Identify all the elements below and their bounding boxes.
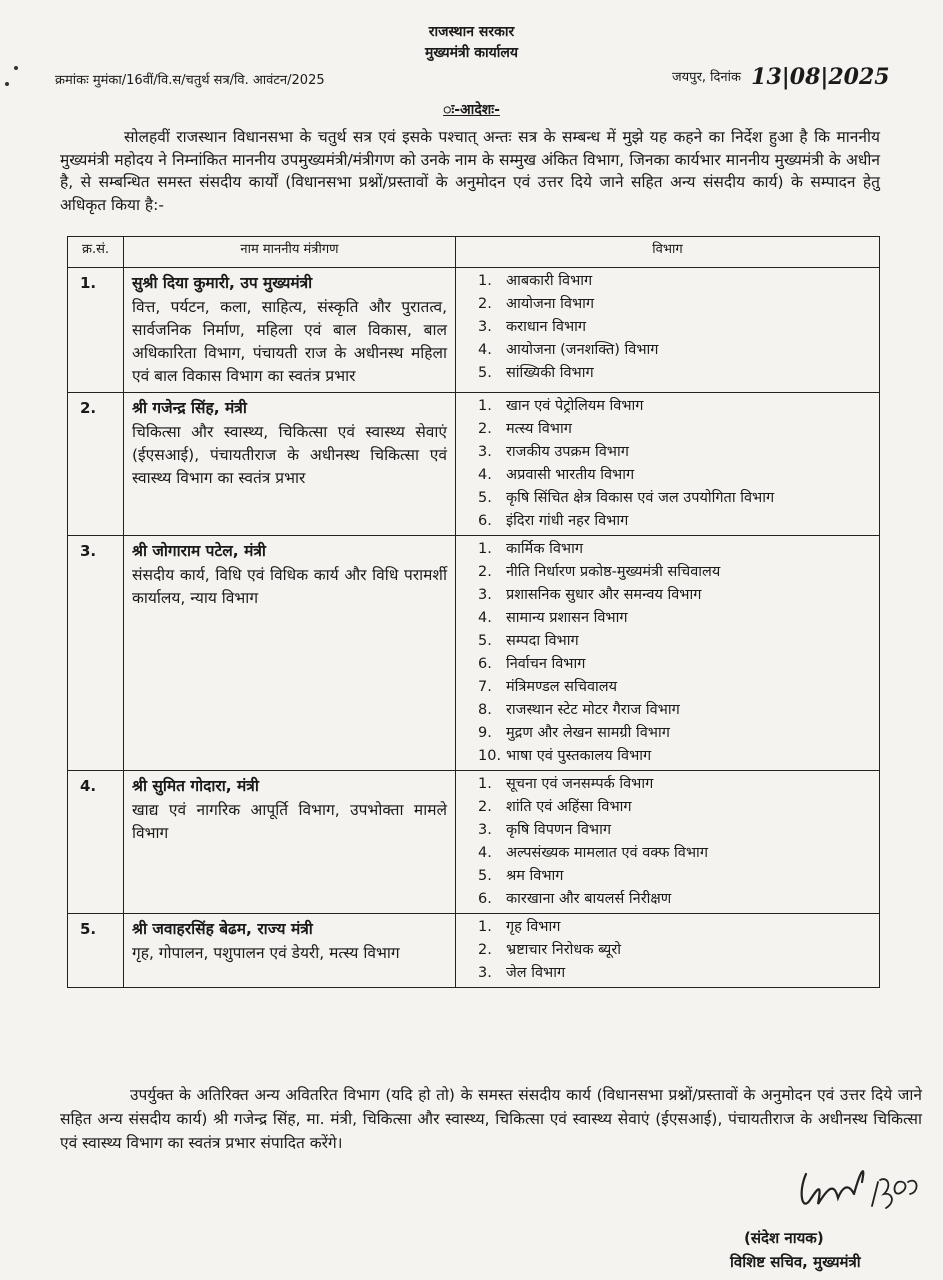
date-line: [672, 64, 890, 90]
serial-number: 3.: [68, 536, 124, 771]
department-number: 1.: [478, 541, 492, 557]
list-item: [478, 464, 871, 487]
department-name: शांति एवं अहिंसा विभाग: [506, 799, 632, 815]
signature: [788, 1152, 928, 1222]
intro-paragraph: सोलहवीं राजस्थान विधानसभा के चतुर्थ सत्र एवं इसके पश्चात् अन्तः सत्र के सम्बन्ध में मुझे यह कहने का निर्देश हुआ है कि माननीय मुख्यमंत्री महोदय ने निम्नांकित माननीय उपमुख्यमंत्री/मंत्रीगण को उनके नाम के सम्मुख अंकित विभाग, जिनका कार्यभार माननीय मुख्यमंत्री के अधीन है, से सम्बन्धित समस्त संसदीय कार्यों (विधानसभा प्रश्नों/प्रस्तावों के अनुमोदन एवं उत्तर दिये जाने सहित अन्य संसदीय कार्य) के सम्पादन हेतु अधिकृत किया है:-: [60, 128, 880, 214]
list-item: [478, 316, 871, 339]
department-list: [456, 268, 880, 393]
minister-portfolio: वित्त, पर्यटन, कला, साहित्य, संस्कृति और पुरातत्व, सार्वजनिक निर्माण, महिला एवं बाल विकास, बाल अधिकारिता विभाग, पंचायती राज के अधीनस्थ महिला एवं बाल विकास विभाग का स्वतंत्र प्रभार: [132, 298, 447, 385]
margin-mark: [14, 66, 18, 70]
list-item: [478, 395, 871, 418]
place-date-label: जयपुर, दिनांक: [672, 70, 741, 85]
department-name: सम्पदा विभाग: [506, 633, 579, 649]
list-item: [478, 441, 871, 464]
department-number: 5.: [478, 633, 492, 649]
department-name: नीति निर्धारण प्रकोष्ठ-मुख्यमंत्री सचिवालय: [506, 564, 721, 580]
department-name: इंदिरा गांधी नहर विभाग: [506, 513, 629, 529]
table-row: [68, 393, 880, 536]
department-name: खान एवं पेट्रोलियम विभाग: [506, 398, 644, 414]
minister-cell: [124, 771, 456, 914]
list-item: [478, 842, 871, 865]
department-number: 1.: [478, 919, 492, 935]
header-minister: नाम माननीय मंत्रीगण: [124, 237, 456, 268]
department-name: राजकीय उपक्रम विभाग: [506, 444, 629, 460]
serial-number: 2.: [68, 393, 124, 536]
department-number: 3.: [478, 319, 492, 335]
signatory-name: (संदेश नायक): [744, 1229, 824, 1247]
department-name: आयोजना विभाग: [506, 296, 595, 312]
minister-cell: [124, 268, 456, 393]
table-row: [68, 536, 880, 771]
department-number: 3.: [478, 444, 492, 460]
department-name: कार्मिक विभाग: [506, 541, 583, 557]
department-number: 4.: [478, 467, 492, 483]
list-item: [478, 510, 871, 533]
department-name: निर्वाचन विभाग: [506, 656, 586, 672]
department-name: कृषि विपणन विभाग: [506, 822, 612, 838]
department-number: 4.: [478, 610, 492, 626]
list-item: [478, 630, 871, 653]
department-name: मुद्रण और लेखन सामग्री विभाग: [506, 725, 670, 741]
margin-mark: [5, 82, 9, 86]
department-number: 3.: [478, 965, 492, 981]
minister-name: श्री सुमित गोदारा, मंत्री: [132, 777, 259, 795]
department-name: सांख्यिकी विभाग: [506, 365, 594, 381]
department-number: 5.: [478, 868, 492, 884]
list-item: [478, 487, 871, 510]
department-number: 2.: [478, 296, 492, 312]
serial-number: 5.: [68, 914, 124, 988]
department-name: गृह विभाग: [506, 919, 561, 935]
minister-cell: [124, 536, 456, 771]
header-department: विभाग: [456, 237, 880, 268]
minister-cell: [124, 393, 456, 536]
list-item: [478, 916, 871, 939]
department-name: मत्स्य विभाग: [506, 421, 572, 437]
minister-portfolio: खाद्य एवं नागरिक आपूर्ति विभाग, उपभोक्ता मामले विभाग: [132, 801, 447, 842]
order-title: ः-आदेशः-: [443, 102, 500, 118]
office-heading: मुख्यमंत्री कार्यालय: [424, 45, 519, 61]
list-item: [478, 773, 871, 796]
department-name: आबकारी विभाग: [506, 273, 593, 289]
department-name: सूचना एवं जनसम्पर्क विभाग: [506, 776, 654, 792]
list-item: [478, 962, 871, 985]
department-number: 1.: [478, 776, 492, 792]
department-name: कारखाना और बायलर्स निरीक्षण: [506, 891, 672, 907]
minister-cell: [124, 914, 456, 988]
list-item: [478, 561, 871, 584]
minister-portfolio: संसदीय कार्य, विधि एवं विधिक कार्य और विधि परामर्शी कार्यालय, न्याय विभाग: [132, 566, 447, 607]
list-item: [478, 270, 871, 293]
department-name: सामान्य प्रशासन विभाग: [506, 610, 628, 626]
table-row: [68, 914, 880, 988]
department-name: राजस्थान स्टेट मोटर गैराज विभाग: [506, 702, 680, 718]
minister-name: श्री जोगाराम पटेल, मंत्री: [132, 542, 266, 560]
department-number: 3.: [478, 587, 492, 603]
list-item: [478, 653, 871, 676]
list-item: [478, 888, 871, 911]
list-item: [478, 865, 871, 888]
minister-name: सुश्री दिया कुमारी, उप मुख्यमंत्री: [132, 274, 313, 292]
list-item: [478, 538, 871, 561]
department-list: [456, 914, 880, 988]
department-number: 2.: [478, 799, 492, 815]
department-number: 9.: [478, 725, 492, 741]
department-number: 1.: [478, 273, 492, 289]
table-row: [68, 268, 880, 393]
signatory-designation: विशिष्ट सचिव, मुख्यमंत्री: [730, 1253, 861, 1271]
list-item: [478, 796, 871, 819]
department-number: 1.: [478, 398, 492, 414]
list-item: [478, 722, 871, 745]
list-item: [478, 339, 871, 362]
department-name: मंत्रिमण्डल सचिवालय: [506, 679, 618, 695]
department-number: 8.: [478, 702, 492, 718]
department-number: 3.: [478, 822, 492, 838]
department-number: 4.: [478, 845, 492, 861]
department-name: अल्पसंख्यक मामलात एवं वक्फ विभाग: [506, 845, 708, 861]
minister-name: श्री गजेन्द्र सिंह, मंत्री: [132, 399, 247, 417]
list-item: [478, 584, 871, 607]
department-number: 6.: [478, 891, 492, 907]
header-serial: क्र.सं.: [68, 237, 124, 268]
department-number: 2.: [478, 564, 492, 580]
list-item: [478, 939, 871, 962]
list-item: [478, 418, 871, 441]
department-name: जेल विभाग: [506, 965, 566, 981]
department-name: कराधान विभाग: [506, 319, 587, 335]
department-name: प्रशासनिक सुधार और समन्वय विभाग: [506, 587, 702, 603]
reference-number: क्रमांकः मुमंका/16वीं/वि.स/चतुर्थ सत्र/वि. आवंटन/2025: [55, 73, 325, 88]
department-list: [456, 536, 880, 771]
department-name: भाषा एवं पुस्तकालय विभाग: [506, 748, 652, 764]
department-number: 7.: [478, 679, 492, 695]
department-number: 4.: [478, 342, 492, 358]
serial-number: 1.: [68, 268, 124, 393]
minister-portfolio: गृह, गोपालन, पशुपालन एवं डेयरी, मत्स्य विभाग: [132, 944, 400, 962]
list-item: [478, 745, 871, 768]
list-item: [478, 819, 871, 842]
minister-portfolio: चिकित्सा और स्वास्थ्य, चिकित्सा एवं स्वास्थ्य सेवाएं (ईएसआई), पंचायतीराज के अधीनस्थ चिकित्सा एवं स्वास्थ्य विभाग का स्वतंत्र प्रभार: [132, 423, 447, 487]
department-list: [456, 771, 880, 914]
list-item: [478, 699, 871, 722]
table-row: [68, 771, 880, 914]
department-list: [456, 393, 880, 536]
footer-paragraph: उपर्युक्त के अतिरिक्त अन्य अवितरित विभाग (यदि हो तो) के समस्त संसदीय कार्य (विधानसभा प्रश्नों/प्रस्तावों के अनुमोदन एवं उत्तर दिये जाने सहित अन्य संसदीय कार्य) श्री गजेन्द्र सिंह, मा. मंत्री, चिकित्सा और स्वास्थ्य, चिकित्सा एवं स्वास्थ्य सेवाएं (ईएसआई), पंचायतीराज के अधीनस्थ चिकित्सा एवं स्वास्थ्य विभाग का स्वतंत्र प्रभार संपादित करेंगे।: [60, 1086, 922, 1152]
department-name: आयोजना (जनशक्ति) विभाग: [506, 342, 659, 358]
list-item: [478, 293, 871, 316]
department-name: श्रम विभाग: [506, 868, 564, 884]
list-item: [478, 676, 871, 699]
handwritten-date: 13|08|2025: [751, 64, 890, 90]
department-number: 6.: [478, 656, 492, 672]
department-number: 10.: [478, 748, 502, 764]
list-item: [478, 362, 871, 385]
minister-name: श्री जवाहरसिंह बेढम, राज्य मंत्री: [132, 920, 313, 938]
department-number: 2.: [478, 942, 492, 958]
department-name: अप्रवासी भारतीय विभाग: [506, 467, 635, 483]
table-header-row: [68, 237, 880, 268]
department-name: कृषि सिंचित क्षेत्र विकास एवं जल उपयोगिता विभाग: [506, 490, 775, 506]
allocation-table: [67, 236, 880, 988]
department-number: 6.: [478, 513, 492, 529]
department-number: 2.: [478, 421, 492, 437]
list-item: [478, 607, 871, 630]
department-number: 5.: [478, 490, 492, 506]
department-name: भ्रष्टाचार निरोधक ब्यूरो: [506, 942, 622, 958]
government-heading: राजस्थान सरकार: [428, 24, 515, 40]
serial-number: 4.: [68, 771, 124, 914]
department-number: 5.: [478, 365, 492, 381]
